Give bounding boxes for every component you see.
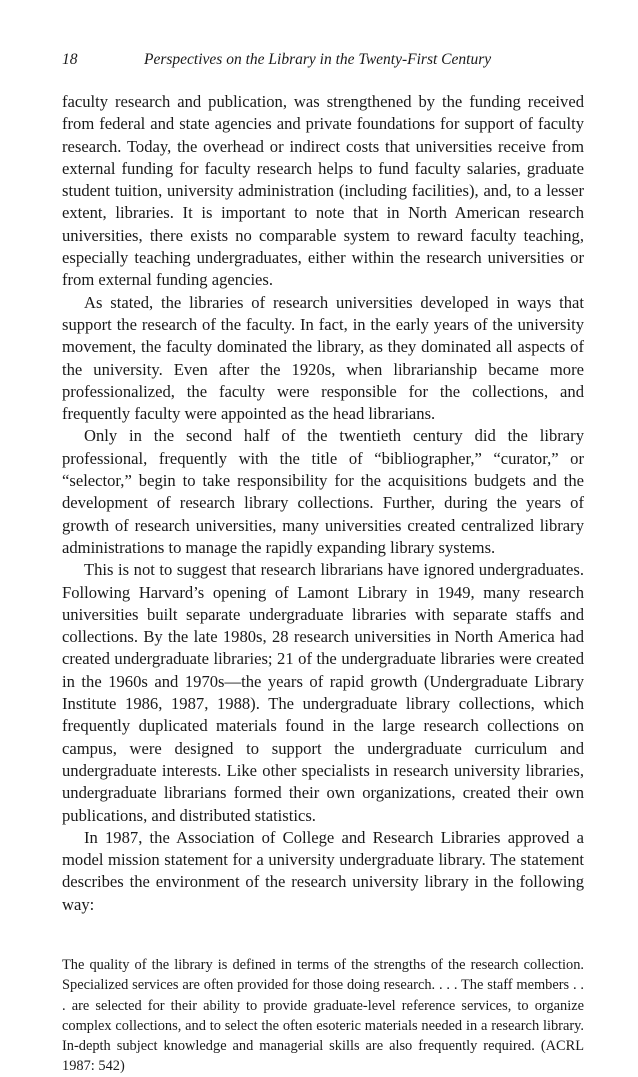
paragraph: This is not to suggest that research librarians have ignored undergraduates. Following Harvard’s opening of Lamont Library in 1949, many research universities built separate undergraduate libraries with separate staffs and collections. By the late 1980s, 28 research universities in North America had created undergraduate libraries; 21 of the undergraduate libraries were created in the 1960s and 1970s—the years of rapid growth (Undergraduate Library Institute 1986, 1987, 1988). The undergraduate library collections, which frequently duplicated materials found in the large research collections on campus, were designed to support the undergraduate curriculum and undergraduate interests. Like other specialists in research university libraries, undergraduate librarians formed their own organizations, created their own publications, and distributed statistics.	[62, 560, 584, 825]
running-title: Perspectives on the Library in the Twenty-First Century	[144, 51, 492, 68]
body-text	[62, 91, 584, 916]
paragraph: faculty research and publication, was strengthened by the funding received from federal and state agencies and private foundations for support of faculty research. Today, the overhead or indirect costs that universities receive from external funding for faculty research helps to fund faculty salaries, graduate student tuition, university administration (including facilities), and, to a lesser extent, libraries. It is important to note that in North American research universities, there exists no comparable system to reward faculty teaching, especially teaching undergraduates, either within the research universities or from external funding agencies.	[62, 92, 584, 290]
paragraph: Only in the second half of the twentieth century did the library professional, frequently with the title of “bibliographer,” “curator,” or “selector,” begin to take responsibility for the acquisitions budgets and the development of research library collections. Further, during the years of growth of research universities, many universities created centralized library administrations to manage the rapidly expanding library systems.	[62, 426, 584, 557]
block-quote: The quality of the library is defined in terms of the strengths of the research collection. Specialized services are often provided for those doing research. . . . The staff members . . . are selected for their ability to provide graduate-level reference services, to organize complex collections, and to select the often esoteric materials needed in a research library. In-depth subject knowledge and managerial skills are also frequently required. (ACRL 1987: 542)	[62, 956, 584, 1075]
paragraph: In 1987, the Association of College and Research Libraries approved a model mission statement for a university undergraduate library. The statement describes the environment of the research university library in the following way:	[62, 827, 584, 914]
paragraph: As stated, the libraries of research universities developed in ways that support the research of the faculty. In fact, in the early years of the university movement, the faculty dominated the library, as they dominated all aspects of the university. Even after the 1920s, when librarianship became more professionalized, the faculty were responsible for the collections, and frequently faculty were appointed as the head librarians.	[62, 292, 584, 424]
book-page	[62, 50, 584, 1077]
running-head	[62, 50, 584, 70]
page-number: 18	[62, 51, 78, 68]
